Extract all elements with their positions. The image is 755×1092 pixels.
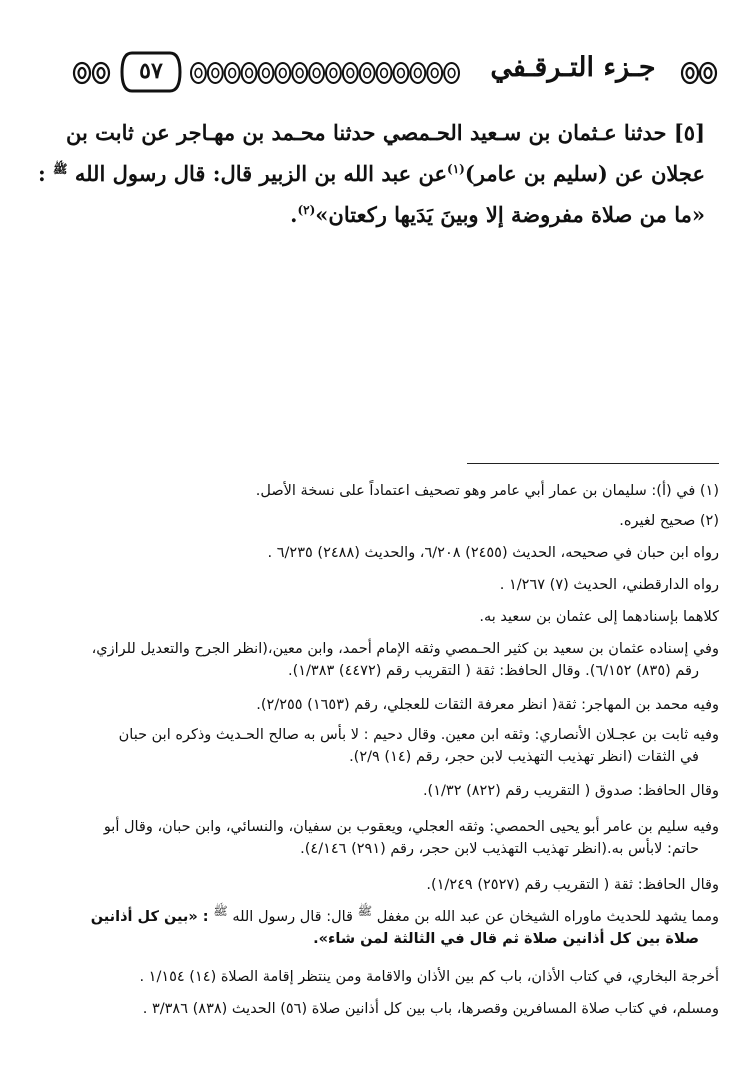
hadith-segment: عن عبد الله بن الزبير قال: قال رسول الله [74,161,448,186]
ornament-loop [225,63,240,83]
footnote-1: (١) في (أ): سليمان بن عمار أبي عامر وهو تصحيف اعتماداً على نسخة الأصل. [255,483,719,499]
ornament-band-icon [190,60,460,86]
ornament-loop [275,63,290,83]
hadith-text [37,112,705,235]
ornament-loop-inner [364,69,371,78]
hadith-line [37,153,705,194]
ornament-loop-inner [263,69,270,78]
ornament-loop [410,63,425,83]
footnote-line: حاتم: لابأس به.(انظر تهذيب التهذيب لابن حجر، رقم (٢٩١) ٤/١٤٦). [300,841,699,857]
footnote-para: رواه الدارقطني، الحديث (٧) ١/٢٦٧ . [499,577,719,593]
ornament-loop [208,63,223,83]
ornament-loop-inner [330,69,337,78]
footnote-marker: (٢) [297,203,316,217]
honorific-glyph: ﷺ [213,904,228,919]
ornament-loop-inner [347,69,354,78]
page-header [72,48,722,104]
ornament-loop-inner [296,69,303,78]
ornament-loop [394,63,409,83]
ornament-loop [343,63,358,83]
hadith-line: [٥] حدثنا عـثمان بن سـعيد الحـمصي حدثنا محـمد بن مهـاجر عن ثابت بن [66,120,705,145]
ornament-loop [242,63,257,83]
ornament-left-icon [72,60,112,86]
page-number-frame [118,50,184,94]
footnote-line: صلاة بين كل أذانين صلاة ثم قال في الثالثة لمن شاء». [313,931,699,947]
ornament-loop-inner [414,69,421,78]
footnote-line: وفيه سليم بن عامر أبو يحيى الحمصي: وثقه العجلي، ويعقوب بن سفيان، والنسائي، وابن حبان، وقال أبو [103,819,719,835]
footnote-para [39,724,719,768]
ornament-loop-inner [381,69,388,78]
page-number: ٥٧ [139,58,163,84]
ornament-loop-inner [431,69,438,78]
running-title: جـزء التـرقـفي [490,52,656,83]
ornament-loop-inner [313,69,320,78]
footnote-para: وقال الحافظ: صدوق ( التقريب رقم (٨٢٢) ١/٣٢). [422,783,719,799]
honorific-glyph: ﷺ [357,904,373,919]
ornament-loop [292,63,307,83]
footnote-line: وفي إسناده عثمان بن سعيد بن كثير الحـمصي وثقه الإمام أحمد، وابن معين،(انظر الجرح والتعديل للرازي، [91,641,719,657]
footnote-segment: ومما يشهد للحديث ماوراه الشيخان عن عبد الله بن مغفل [376,909,719,925]
ornament-loop [360,63,375,83]
hadith-segment: عجلان عن (سليم بن عامر) [464,161,705,186]
ornament-loop-inner [229,69,236,78]
footnote-line [39,906,719,928]
footnote-para: كلاهما بإسنادهما إلى عثمان بن سعيد به. [479,609,719,625]
footnote-para [39,906,719,950]
footnote-para: رواه ابن حبان في صحيحه، الحديث (٢٤٥٥) ٦/٢٠٨، والحديث (٢٤٨٨) ٦/٢٣٥ . [267,545,719,561]
footnote-para: وفيه محمد بن المهاجر: ثقة( انظر معرفة الثقات للعجلي، رقم (١٦٥٣) ٢/٢٥٥). [256,697,719,713]
footnote-line: وفيه ثابت بن عجـلان الأنصاري: وثقه ابن معين. وقال دحيم : لا بأس به صالح الحـديث وذكره ابن حبان [118,727,719,743]
ornament-loop-inner [212,69,219,78]
hadith-line [55,194,705,235]
footnote-para [39,816,719,860]
footnote-para [39,638,719,682]
footnote-divider [467,463,719,464]
hadith-segment: . [290,202,298,227]
ornament-loop [377,63,392,83]
ornament-loop-inner [246,69,253,78]
ornament-loop-inner [195,69,202,78]
ornament-loop [309,63,324,83]
footnote-para: أخرجة البخاري، في كتاب الأذان، باب كم بين الأذان والاقامة ومن ينتظر إقامة الصلاة (١٤) ١/١٥٤ . [139,969,719,985]
footnote-para: وقال الحافظ: ثقة ( التقريب رقم (٢٥٢٧) ١/٢٤٩). [426,877,719,893]
footnote-para: ومسلم، في كتاب صلاة المسافرين وقصرها، باب بين كل أذانين صلاة (٥٦) الحديث (٨٣٨) ٣/٣٨٦ . [142,1001,719,1017]
ornament-loop [427,63,442,83]
footnote-segment: قال: قال رسول الله [232,909,353,925]
ornament-loop-inner [279,69,286,78]
ornament-loop-inner [448,69,455,78]
ornament-right-icon [680,60,718,86]
footnote-line: رقم (٨٣٥) ٦/١٥٢). وقال الحافظ: ثقة ( التقريب رقم (٤٤٧٢) ١/٣٨٣). [287,663,699,679]
ornament-loop [259,63,274,83]
ornament-loop [444,63,459,83]
footnote-line: في الثقات (انظر تهذيب التهذيب لابن حجر، رقم (١٤) ٢/٩). [349,749,699,765]
hadith-segment: «ما من صلاة مفروضة إلا وبينَ يَدَيها ركعتان» [315,202,705,227]
honorific-glyph: ﷺ [53,162,68,176]
hadith-segment: : [37,161,46,186]
footnote-marker: (١) [447,162,465,176]
ornament-loop [191,63,206,83]
footnote-segment: : «بين كل أذانين [90,909,209,925]
ornament-loop [326,63,341,83]
ornament-loop-inner [398,69,405,78]
footnote-2: (٢) صحيح لغيره. [619,513,719,529]
